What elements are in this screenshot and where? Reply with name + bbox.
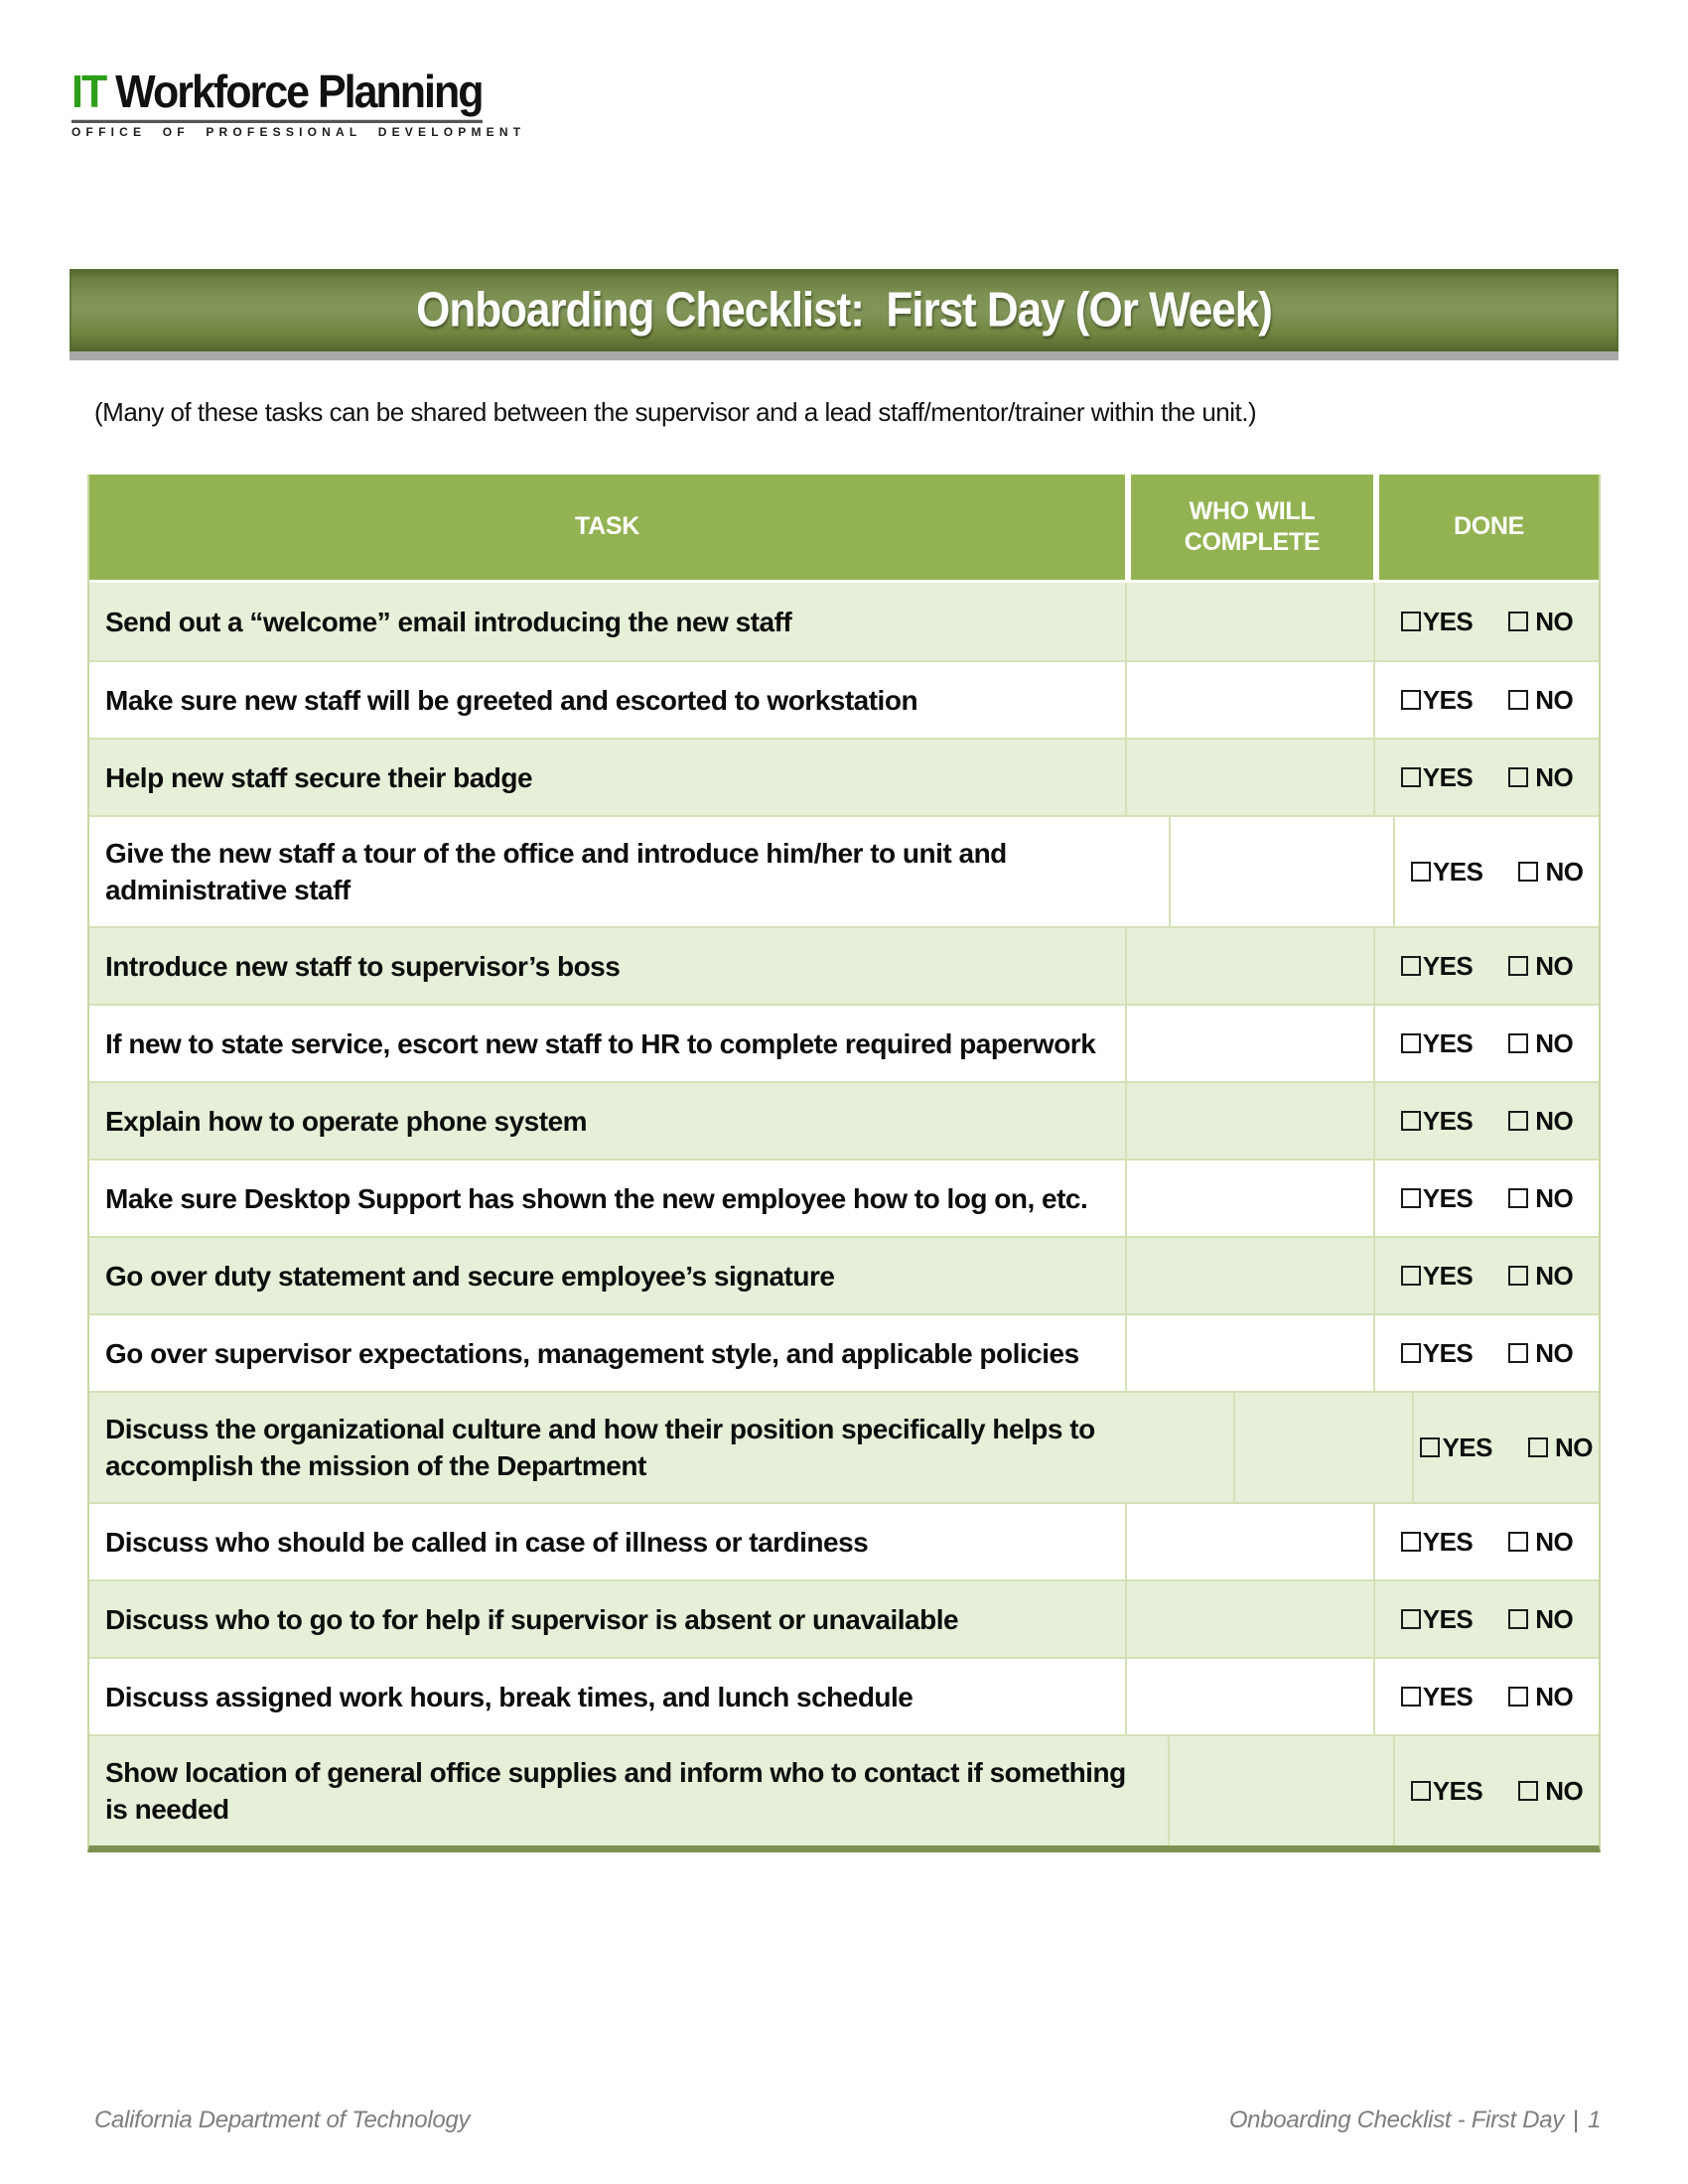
yes-checkbox-group[interactable] [1401,607,1474,637]
no-checkbox[interactable] [1508,1266,1528,1286]
yes-checkbox[interactable] [1401,1266,1421,1286]
title-banner [70,269,1618,360]
yes-checkbox[interactable] [1401,690,1421,710]
done-cell [1373,1659,1599,1734]
task-cell: Discuss who should be called in case of illness or tardiness [105,1526,869,1558]
no-checkbox[interactable] [1508,1532,1528,1552]
task-cell: Help new staff secure their badge [105,761,533,793]
task-cell: Explain how to operate phone system [105,1105,588,1137]
no-label: NO [1545,856,1584,887]
table-row [89,738,1599,815]
who-will-complete-cell[interactable] [1125,1160,1373,1236]
no-checkbox-group[interactable] [1508,1604,1573,1635]
no-label: NO [1535,1337,1574,1368]
table-row [89,1004,1599,1081]
who-will-complete-cell[interactable] [1125,1006,1373,1081]
yes-checkbox[interactable] [1401,1188,1421,1208]
no-checkbox-group[interactable] [1508,762,1573,793]
footer-left: California Department of Technology [94,2107,471,2133]
no-checkbox-group[interactable] [1508,1682,1573,1712]
yes-label: YES [1422,684,1474,715]
who-will-complete-cell[interactable] [1125,928,1373,1004]
who-will-complete-cell[interactable] [1125,1581,1373,1657]
yes-checkbox[interactable] [1401,1687,1421,1706]
task-cell: Give the new staff a tour of the office and introduce him/her to unit and administrative staff [105,838,1007,905]
who-will-complete-cell[interactable] [1168,1736,1393,1845]
done-cell [1373,1083,1599,1159]
yes-checkbox[interactable] [1411,1781,1431,1801]
table-row [89,926,1599,1004]
yes-checkbox[interactable] [1411,862,1431,882]
yes-checkbox[interactable] [1401,1343,1421,1363]
yes-checkbox-group[interactable] [1420,1433,1492,1463]
who-will-complete-cell[interactable] [1125,1083,1373,1159]
task-cell: Discuss the organizational culture and how their position specifically helps to accomplish the mission of the Department [105,1414,1095,1481]
yes-checkbox-group[interactable] [1401,1527,1474,1558]
no-label: NO [1535,950,1574,981]
page-footer [94,2107,1601,2134]
done-cell [1373,1581,1599,1657]
yes-label: YES [1422,1681,1474,1711]
logo-tagline: OFFICE OF PROFESSIONAL DEVELOPMENT [71,125,526,139]
table-row [89,1081,1599,1159]
table-row [89,1391,1599,1502]
yes-checkbox[interactable] [1401,1111,1421,1131]
no-label: NO [1535,1105,1574,1136]
no-checkbox[interactable] [1508,956,1528,976]
footer-right [1229,2107,1601,2134]
who-will-complete-cell[interactable] [1125,583,1373,660]
task-cell: Discuss who to go to for help if supervisor is absent or unavailable [105,1603,959,1635]
no-label: NO [1535,761,1574,792]
who-will-complete-cell[interactable] [1125,1504,1373,1579]
no-label: NO [1535,1260,1574,1291]
done-cell [1373,1006,1599,1081]
table-row [89,1159,1599,1236]
done-cell [1412,1393,1599,1502]
table-row [89,583,1599,660]
yes-checkbox-group[interactable] [1401,1028,1474,1059]
no-checkbox[interactable] [1518,1781,1538,1801]
done-cell [1373,740,1599,815]
done-cell [1373,1238,1599,1313]
yes-label: YES [1422,606,1474,636]
done-cell [1393,1736,1599,1845]
no-label: NO [1535,1603,1574,1634]
who-will-complete-cell[interactable] [1125,1659,1373,1734]
done-cell [1373,662,1599,738]
no-label: NO [1535,684,1574,715]
table-row [89,660,1599,738]
yes-checkbox-group[interactable] [1401,1604,1474,1635]
yes-label: YES [1422,1603,1474,1634]
footer-document-title: Onboarding Checklist - First Day [1228,2107,1564,2133]
page-title: Onboarding Checklist: First Day (Or Week) [416,282,1272,338]
logo-rest-text: Workforce Planning [105,66,483,118]
yes-label: YES [1422,1182,1474,1213]
yes-checkbox-group[interactable] [1411,857,1483,887]
yes-checkbox-group[interactable] [1401,951,1474,982]
no-checkbox-group[interactable] [1508,685,1573,716]
no-checkbox-group[interactable] [1508,1527,1573,1558]
yes-checkbox-group[interactable] [1401,1682,1474,1712]
intro-note: (Many of these tasks can be shared between the supervisor and a lead staff/mentor/trainer within the unit.) [94,397,1257,427]
it-workforce-planning-logo [71,66,526,139]
no-checkbox-group[interactable] [1508,1028,1573,1059]
no-checkbox[interactable] [1508,1343,1528,1363]
yes-checkbox-group[interactable] [1401,1106,1474,1137]
no-checkbox[interactable] [1518,862,1538,882]
who-will-complete-cell[interactable] [1125,1238,1373,1313]
yes-checkbox[interactable] [1401,612,1421,631]
done-cell [1373,1504,1599,1579]
no-checkbox[interactable] [1508,1033,1528,1053]
yes-checkbox-group[interactable] [1401,1338,1474,1369]
yes-checkbox-group[interactable] [1401,1183,1474,1214]
no-label: NO [1535,1027,1574,1058]
who-will-complete-cell[interactable] [1125,662,1373,738]
who-will-complete-cell[interactable] [1125,740,1373,815]
table-header-row [89,475,1599,580]
no-checkbox-group[interactable] [1528,1433,1593,1463]
onboarding-checklist-table [87,475,1601,1852]
table-row [89,1502,1599,1579]
yes-label: YES [1422,1337,1474,1368]
done-cell [1393,817,1599,926]
yes-label: YES [1422,950,1474,981]
task-cell: If new to state service, escort new staff to HR to complete required paperwork [105,1027,1096,1059]
no-checkbox-group[interactable] [1508,607,1573,637]
no-label: NO [1555,1432,1593,1462]
logo-title [71,66,483,123]
table-row [89,1236,1599,1313]
yes-checkbox[interactable] [1401,1532,1421,1552]
table-row [89,1313,1599,1391]
done-cell [1373,1160,1599,1236]
checklist-body [89,580,1599,1845]
no-label: NO [1545,1775,1584,1806]
task-cell: Discuss assigned work hours, break times, and lunch schedule [105,1681,914,1712]
table-row [89,1657,1599,1734]
yes-checkbox-group[interactable] [1401,1261,1474,1292]
no-checkbox-group[interactable] [1508,1338,1573,1369]
no-checkbox[interactable] [1508,612,1528,631]
yes-checkbox[interactable] [1401,1033,1421,1053]
task-cell: Go over supervisor expectations, management style, and applicable policies [105,1337,1079,1369]
no-checkbox[interactable] [1508,1111,1528,1131]
no-checkbox-group[interactable] [1518,857,1583,887]
yes-checkbox[interactable] [1401,1609,1421,1629]
who-will-complete-cell[interactable] [1169,817,1393,926]
task-cell: Make sure new staff will be greeted and escorted to workstation [105,684,918,716]
no-checkbox-group[interactable] [1508,951,1573,982]
who-will-complete-cell[interactable] [1233,1393,1413,1502]
who-will-complete-cell[interactable] [1125,1315,1373,1391]
done-cell [1373,928,1599,1004]
no-checkbox-group[interactable] [1508,1106,1573,1137]
task-cell: Go over duty statement and secure employee’s signature [105,1260,835,1292]
no-checkbox[interactable] [1528,1437,1548,1457]
no-label: NO [1535,1526,1574,1557]
column-header-task: TASK [575,512,639,541]
column-header-who-will-complete: WHO WILL COMPLETE [1125,475,1373,580]
no-checkbox[interactable] [1508,767,1528,787]
yes-label: YES [1432,856,1483,887]
no-checkbox-group[interactable] [1518,1776,1583,1807]
column-header-done: DONE [1373,475,1599,580]
yes-checkbox-group[interactable] [1401,762,1474,793]
footer-divider: | [1573,2107,1579,2133]
table-row [89,1734,1599,1845]
no-checkbox[interactable] [1508,1188,1528,1208]
table-row [89,1579,1599,1657]
yes-checkbox[interactable] [1420,1437,1440,1457]
no-label: NO [1535,1182,1574,1213]
no-checkbox-group[interactable] [1508,1261,1573,1292]
done-cell [1373,583,1599,660]
yes-label: YES [1422,1526,1474,1557]
task-cell: Send out a “welcome” email introducing the new staff [105,606,792,637]
done-cell [1373,1315,1599,1391]
yes-label: YES [1422,1027,1474,1058]
yes-label: YES [1422,1260,1474,1291]
footer-page-number: 1 [1587,2107,1601,2133]
no-label: NO [1535,606,1574,636]
task-cell: Make sure Desktop Support has shown the new employee how to log on, etc. [105,1182,1088,1214]
no-label: NO [1535,1681,1574,1711]
no-checkbox-group[interactable] [1508,1183,1573,1214]
yes-checkbox[interactable] [1401,956,1421,976]
logo-it-text: IT [71,66,106,118]
no-checkbox[interactable] [1508,690,1528,710]
yes-label: YES [1432,1775,1483,1806]
yes-checkbox-group[interactable] [1411,1776,1483,1807]
task-cell: Show location of general office supplies and inform who to contact if something is needed [105,1757,1126,1825]
table-row [89,815,1599,926]
no-checkbox[interactable] [1508,1687,1528,1706]
yes-label: YES [1422,761,1474,792]
yes-checkbox-group[interactable] [1401,685,1474,716]
yes-label: YES [1422,1105,1474,1136]
task-cell: Introduce new staff to supervisor’s boss [105,950,621,982]
yes-label: YES [1442,1432,1492,1462]
no-checkbox[interactable] [1508,1609,1528,1629]
yes-checkbox[interactable] [1401,767,1421,787]
